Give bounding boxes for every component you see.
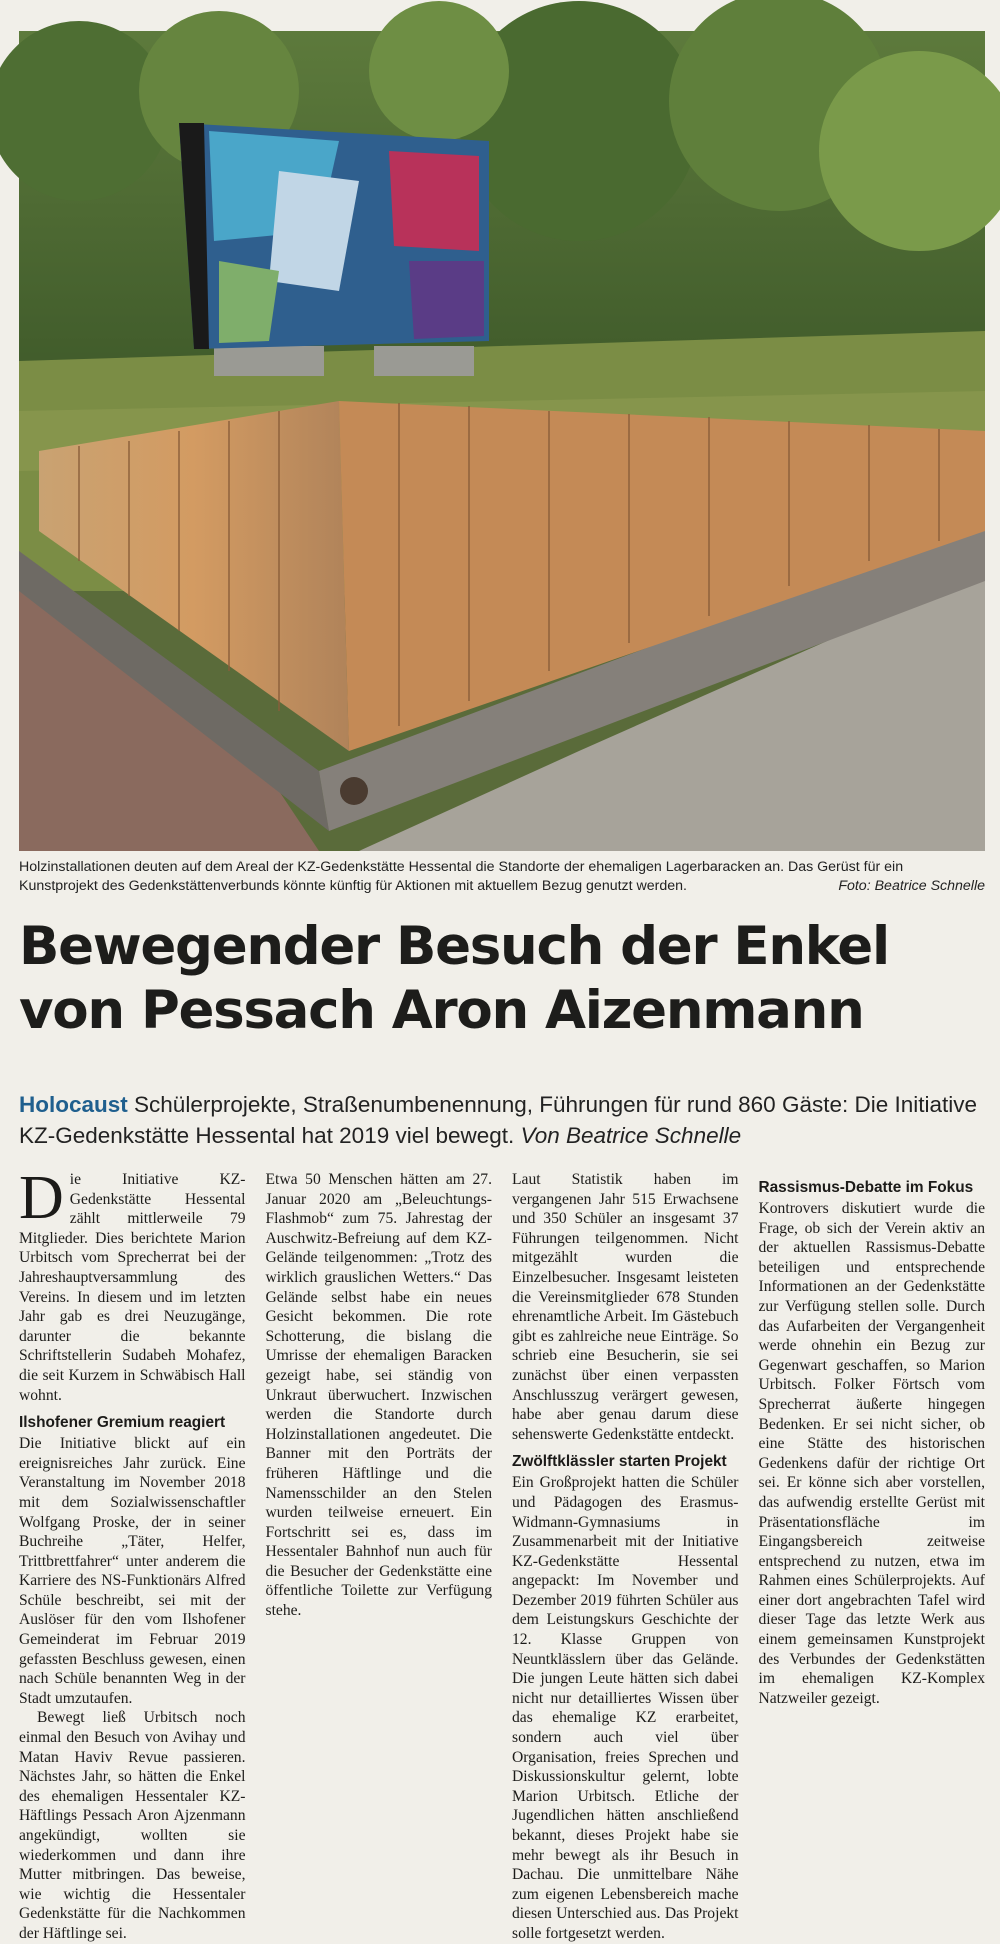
subheading: Zwölftklässler starten Projekt (512, 1453, 727, 1471)
photo-caption (19, 858, 985, 896)
paragraph: Bewegt ließ Urbitsch noch einmal den Besuch von Avihay und Matan Haviv Revue passieren. Nächstes Jahr, so hätten die Enkel des ehemaligen Hessentaler KZ-Häftlings Pessach Aron Ajzenmann angekündigt, wollten sie wiederkommen und dann ihre Mutter mitbringen. Das beweise, wie wichtig die Hessentaler Gedenkstätte für die Nachkommen der Häftlinge sei. (19, 1709, 246, 1942)
headline: Bewegender Besuch der Enkel von Pessach Aron Aizenmann (19, 916, 889, 1041)
column-1 (19, 1164, 246, 1944)
paragraph: Etwa 50 Menschen hätten am 27. Januar 2020 am „Beleuchtungs-Flashmob“ zum 75. Jahrestag der Auschwitz-Befreiung auf dem KZ-Gelände teilgenommen: „Trotz des wirklich grauslichen Wetters.“ Das Gelände selbst habe ein neues Gesicht bekommen. Die rote Schotterung, die bislang die Umrisse der ehemaligen Baracken gezeigt habe, sei ständig von Unkraut überwuchert. Inzwischen werden die Standorte durch Holzinstallationen angedeutet. Die Banner mit den Porträts der früheren Häftlinge und die Namensschilder an den Stelen wurden teilweise erneuert. Ein Fortschritt sei es, dass im Hessentaler Bahnhof nun auch für die Besucher der Gedenkstätte eine öffentliche Toilette zur Verfügung stehe. (265, 1171, 492, 1620)
paragraph: Die Initiative blickt auf ein ereignisreiches Jahr zurück. Eine Veranstaltung im November 2018 mit dem Sozialwissenschaftler Wolfgang Proske, der in seiner Buchreihe „Täter, Helfer, Trittbrettfahrer“ unter anderem die Karriere des NS-Funktionärs Alfred Schüle beschreibt, sei mit der Auslöser für den vom Ilshofener Gemeinderat im Februar 2019 gefassten Beschluss gewesen, einen nach Schüle benannten Weg in der Stadt umzutaufen. (19, 1435, 246, 1707)
paragraph-text: ie Initiative KZ-Gedenkstätte Hessental zählt mittlerweile 79 Mitglieder. Dies berichtete Marion Urbitsch vom Sprecherrat bei der Jahreshauptversammlung des Vereins. In diesem und im letzten Jahr gab es drei Neuzugänge, darunter die bekannte Schriftstellerin Sudabeh Mohafez, die seit Kurzem in Schwäbisch Hall wohnt. (19, 1171, 246, 1404)
photo-credit: Foto: Beatrice Schnelle (838, 878, 985, 894)
subheading: Rassismus-Debatte im Fokus (758, 1179, 974, 1196)
caption-text: Holzinstallationen deuten auf dem Areal der KZ-Gedenkstätte Hessental die Standorte der ehemaligen Lagerbaracken an. Das Gerüst für ein Kunstprojekt des Gedenkstättenverbunds könnte künftig für Aktionen mit aktuellem Bezug genutzt werden. (19, 859, 904, 894)
paragraph: Kontrovers diskutiert wurde die Frage, ob sich der Verein aktiv an der aktuellen Rassismus-Debatte beteiligen und entsprechende Informationen an der Gedenkstätte zur Verfügung stellen solle. Durch das Aufarbeiten der Vergangenheit werde ohnehin ein Bezug zur Gegenwart geschaffen, so Marion Urbitsch. Folker Förtsch vom Sprecherrat äußerte hingegen Bedenken. Er sei nicht sicher, ob eine Stätte des historischen Gedenkens dafür der richtige Ort sei. Er könne sich aber vorstellen, das aufwendig erstellte Gerüst mit Präsentationsfläche im Eingangsbereich zeitweise entsprechend zu nutzen, etwa im Rahmen eines Schülerprojekts. Auf einer dort angebrachten Tafel wird dieser Tage das letzte Werk aus einem gemeinsamen Kunstprojekt des Verbundes der Gedenkstätten im ehemaligen KZ-Komplex Natzweiler gezeigt. (758, 1200, 985, 1707)
paragraph (19, 1164, 246, 1405)
column-2 (266, 1170, 493, 1944)
article-photo (19, 31, 985, 851)
paragraph: Laut Statistik haben im vergangenen Jahr 515 Erwachsene und 350 Schüler an insgesamt 37 Führungen teilgenommen. Nicht mitgezählt wurden die Einzelbesucher. Insgesamt leisteten die Vereinsmitglieder 678 Stunden ehrenamtliche Arbeit. Im Gästebuch gibt es zahlreiche neue Einträge. So schrieb eine Besucherin, sie sei zunächst über einen verpassten Anschlusszug verärgert gewesen, habe aber genau darum diese sehenswerte Gedenkstätte entdeckt. (512, 1171, 739, 1443)
paragraph: Ein Großprojekt hatten die Schüler und Pädagogen des Erasmus-Widmann-Gymnasiums in Zusammenarbeit mit der Initiative KZ-Gedenkstätte Hessental angepackt: Im November und Dezember 2019 führten Schüler aus dem Leistungskurs Geschichte der 12. Klasse Gruppen von Neuntklässlern über das Gelände. Die jungen Leute hätten sich dabei nicht nur detailliertes Wissen über das ehemalige KZ erarbeitet, sondern auch viel über Organisation, freies Sprechen und Diskussionskultur gelernt, lobte Marion Urbitsch. Etliche der Jugendlichen hätten anschließend bekannt, dieses Projekt habe sie mehr bewegt als ihr Besuch in Dachau. Die unmittelbare Nähe zum eigenen Lebensbereich mache diesen Unterschied aus. Das Projekt solle fortgesetzt werden. (512, 1474, 739, 1942)
kicker: Holocaust (19, 1092, 128, 1117)
drop-cap: D (19, 1164, 64, 1232)
photo-illustration (19, 31, 985, 851)
column-3 (512, 1170, 739, 1944)
subline (19, 1089, 985, 1151)
article-body (19, 1164, 985, 1942)
subline-text: Schülerprojekte, Straßenumbenennung, Führungen für rund 860 Gäste: Die Initiative KZ-Gedenkstätte Hessental hat 2019 viel bewegt. (19, 1092, 978, 1148)
column-4 (759, 1170, 986, 1944)
subheading: Ilshofener Gremium reagiert (19, 1414, 226, 1432)
author: Von Beatrice Schnelle (520, 1123, 742, 1148)
